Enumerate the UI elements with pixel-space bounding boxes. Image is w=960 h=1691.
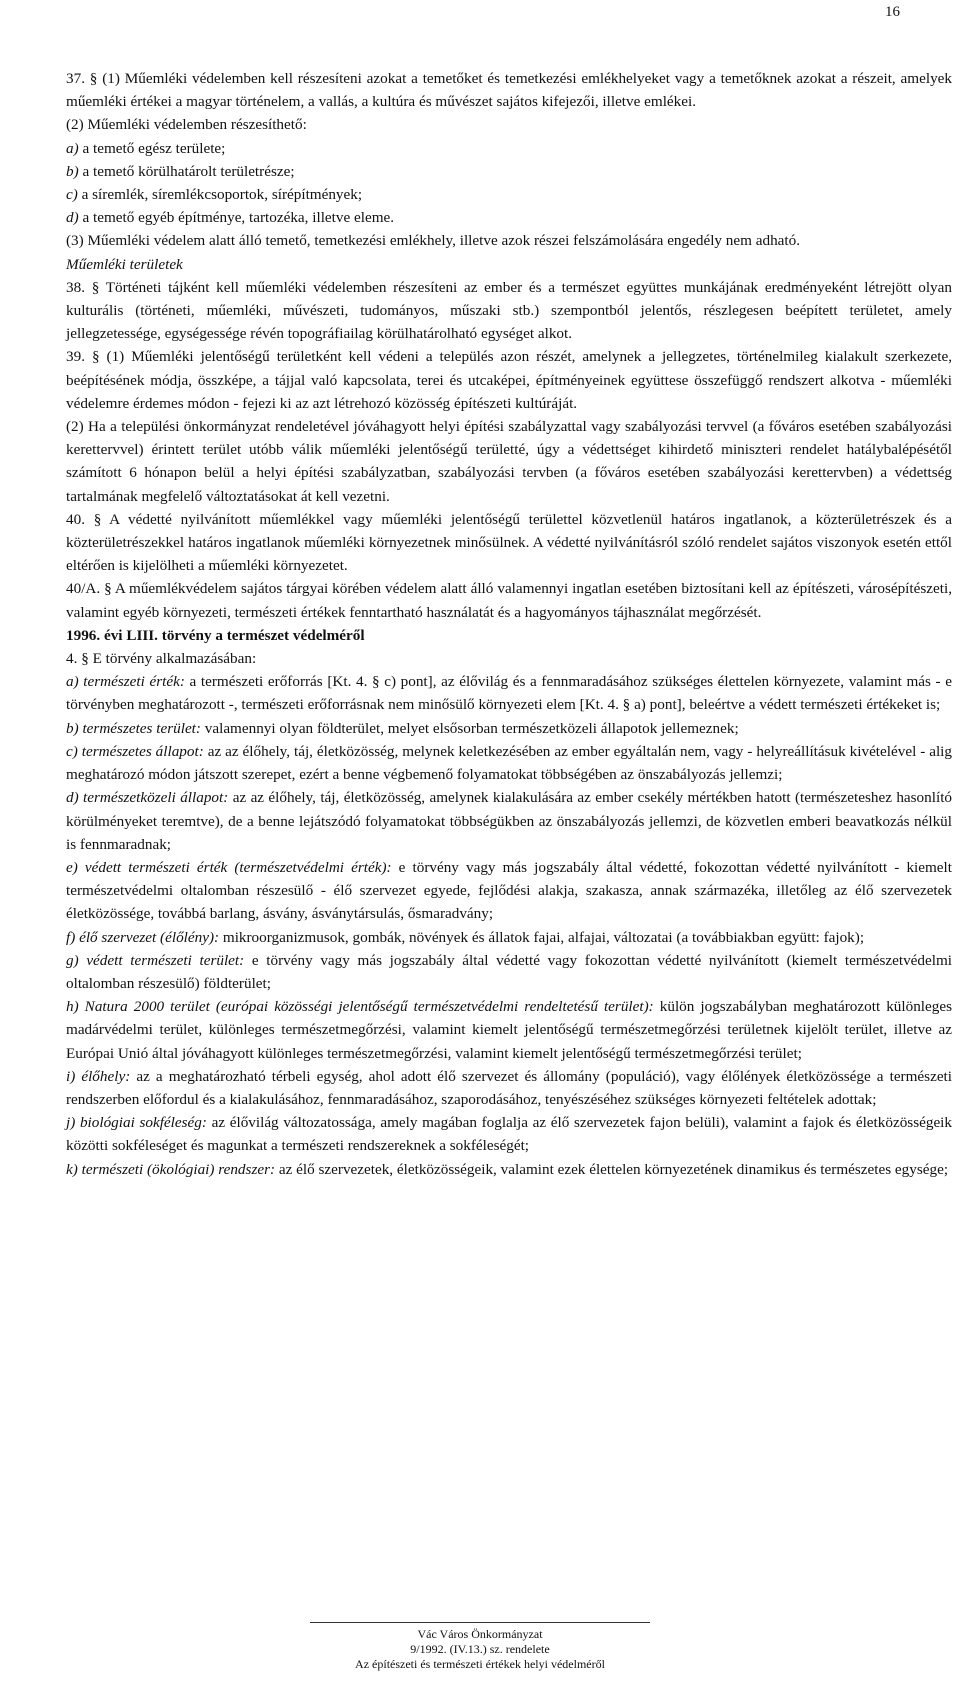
paragraph-text: a temető körülhatárolt területrésze; [78,162,295,180]
paragraph-text: 4. § E törvény alkalmazásában: [66,650,257,668]
footer-municipality: Vác Város Önkormányzat [417,1627,543,1641]
paragraph-text: az élő szervezetek, életközösségeik, valamint ezek élettelen környezetének dinamikus és természetes egysége; [275,1160,949,1178]
paragraph [66,949,952,995]
paragraph-text: mikroorganizmusok, gombák, növények és állatok fajai, alfajai, változatai (a továbbiakban együtt: fajok); [219,928,865,946]
paragraph [66,183,952,206]
paragraph-text: az a meghatározható térbeli egység, ahol adott élő szervezet és állomány (populáció), vagy élőlények életközössége a természeti rendszerben előfordul és a kialakulásához, fennmaradásához, szaporodásához, tenyészéséhez szükséges környezeti feltételek adottak; [66,1067,952,1108]
paragraph-text: e törvény vagy más jogszabály által védetté vagy fokozottan védetté nyilvánított (kiemelt természetvédelmi oltalomban részesülő) földterület; [66,951,952,992]
paragraph-italic-term: c) [66,186,78,204]
paragraph [66,856,952,926]
paragraph [66,137,952,160]
paragraph [66,508,952,578]
paragraph-italic-term: g) védett természeti terület: [66,951,245,969]
paragraph-text: e törvény vagy más jogszabály által védetté, fokozottan védetté nyilvánított - kiemelt természetvédelmi oltalomban részesülő - élő szervezet egyede, fejlődési alakja, szakasza, annak származéka, illetőleg az élő szervezetek életközössége, továbbá barlang, ásvány, ásványtársulás, ősmaradvány; [66,858,952,923]
paragraph [66,206,952,229]
paragraph-text: az az élőhely, táj, életközösség, melynek keletkezésében az ember egyáltalán nem, vagy - helyreállításuk kivételével - alig meghatározó módon játszott szerepet, ezért a benne végbemenő folyamatokat többségében az önszabályozás jellemzi; [66,742,952,784]
paragraph [66,1158,952,1181]
paragraph-italic-term: i) élőhely: [66,1067,131,1085]
paragraph-text: (3) Műemléki védelem alatt álló temető, temetkezési emlékhely, illetve azok részei felszámolására engedély nem adható. [66,232,801,250]
paragraph-text: 40/A. § A műemlékvédelem sajátos tárgyai körében védelem alatt álló valamennyi ingatlan esetében biztosítani kell az építészeti, városépítészeti, valamint egyéb környezeti, természeti értékek fenntartható használatát és a hagyományos tájhasználat megőrzését. [66,580,952,621]
paragraph [66,229,952,252]
paragraph-italic-term: h) Natura 2000 terület (európai közösségi jelentőségű természetvédelmi rendeltetésű terület): [66,998,654,1016]
paragraph-italic-term: a) [66,139,79,157]
paragraph [66,345,952,415]
paragraph [66,717,952,740]
paragraph-text: a természeti erőforrás [Kt. 4. § c) pont], az élővilág és a fennmaradásához szükséges élettelen környezete, valamint más - e törvényben meghatározott -, természeti erőforrásnak nem minősülő környezeti elem [Kt. 4. § a) pont], beleértve a védett természeti értékeket is; [66,673,952,714]
footer-regulation-title: Az építészeti és természeti értékek helyi védelméről [355,1657,605,1671]
paragraph [66,926,952,949]
paragraph-text: 37. § (1) Műemléki védelemben kell részesíteni azokat a temetőket és temetkezési emlékhelyeket vagy a temetőknek azokat a részeit, amelyek műemléki értékei a magyar történelem, a vallás, a kultúra és művészet sajátos kifejezői, illetve emlékei. [66,70,952,111]
paragraph [66,67,952,113]
paragraph-italic-term: k) természeti (ökológiai) rendszer: [66,1160,276,1178]
paragraph-text: 1996. évi LIII. törvény a természet védelméről [66,626,365,644]
paragraph-italic-term: d) természetközeli állapot: [66,789,229,807]
paragraph [66,160,952,183]
paragraph-text: külön jogszabályban meghatározott különleges madárvédelmi terület, különleges természetmegőrzési, valamint kiemelt jelentőségű természetmegőrzési területnek kijelölt terület, illetve az Európai Unió által jóváhagyott különleges természetmegőrzési, valamint kiemelt jelentőségű természetmegőrzési terület; [66,998,952,1062]
paragraph [66,415,952,508]
paragraph-text: a síremlék, síremlékcsoportok, sírépítmények; [77,186,363,204]
paragraph-text: 38. § Történeti tájként kell műemléki védelemben részesíteni az ember és a természet együttes munkájának eredményeként létrejött olyan kulturális (történeti, műemléki, művészeti, tudományos, műszaki stb.) szempontból jelentős, részlegesen beépített területet, amely jellegzetessége, egységessége révén topográfiailag körülhatárolható egységet alkot. [66,278,952,343]
page-footer [0,1622,960,1672]
paragraph-italic-term: b) [66,162,79,180]
paragraph-italic-term: j) biológiai sokféleség: [66,1114,207,1132]
paragraph [66,276,952,346]
paragraph-italic-term: Műemléki területek [66,255,183,273]
paragraph [66,647,952,670]
paragraph-italic-term: d) [66,209,79,227]
paragraph-italic-term: e) védett természeti érték (természetvédelmi érték): [66,858,392,876]
paragraph-text: 39. § (1) Műemléki jelentőségű területként kell védeni a település azon részét, amelynek a jellegzetes, történelmileg kialakult szerkezete, beépítésének módja, összképe, a tájjal való kapcsolata, terei és utcaképei, építményeinek együttese összefüggő rendszert alkotva - műemléki védelemre érdemes módon - fejezi ki az azt létrehozó közösség építészeti kultúráját. [66,348,952,412]
paragraph-text: 40. § A védetté nyilvánított műemlékkel vagy műemléki jelentőségű területtel közvetlenül határos ingatlanok, a közterületrészek és a közterületrészekkel határos ingatlanok műemléki környezetnek minősülnek. A védetté nyilvánításról szóló rendelet sajátos viszonyok esetén ettől eltérően is kijelölheti a műemléki környezetet. [66,510,952,575]
paragraph-italic-term: b) természetes terület: [66,719,201,737]
paragraph [66,670,952,716]
paragraph-text: az az élőhely, táj, életközösség, amelynek kialakulására az ember csekély mértékben hatott (természeteshez hasonlító körülményeket teremtve), de a benne lejátszódó folyamatokat többségükben az önszabályozás jellemzi, de közvetlen emberi beavatkozás nélkül is fennmaradnak; [66,789,953,853]
document-body [66,67,952,1181]
page-number: 16 [885,4,900,20]
paragraph [66,740,952,786]
paragraph [66,786,952,856]
paragraph-text: valamennyi olyan földterület, melyet elsősorban természetközeli állapotok jellemeznek; [200,719,739,737]
paragraph-text: (2) Ha a települési önkormányzat rendeletével jóváhagyott helyi építési szabályzattal vagy szabályozási tervvel (a főváros esetében szabályozási kerettervvel) érintett terület utóbb válik műemléki jelentőségű területté, úgy a védettséget kihirdető miniszteri rendelet hatálybalépésétől számított 6 hónapon belül a helyi építési szabályzatban, szabályozási tervben (a főváros esetében szabályozási kerettervben) a védettség tartalmának megfelelő változtatásokat át kell vezetni. [66,418,952,505]
footer-regulation-number: 9/1992. (IV.13.) sz. rendelete [410,1642,550,1656]
paragraph-text: (2) Műemléki védelemben részesíthető: [66,116,307,134]
paragraph-text: az élővilág változatossága, amely magában foglalja az élő szervezetek fajon belüli), valamint a fajok és életközösségeik közötti sokféleséget és magunkat a természeti rendszereknek a sokféleségét; [66,1114,953,1155]
paragraph-text: a temető egyéb építménye, tartozéka, illetve eleme. [78,209,395,227]
paragraph-italic-term: f) élő szervezet (élőlény): [66,928,220,946]
footer-divider [310,1622,650,1623]
paragraph [66,624,952,647]
paragraph [66,577,952,623]
paragraph [66,995,952,1065]
paragraph-italic-term: c) természetes állapot: [66,742,204,760]
paragraph [66,253,952,276]
paragraph [66,1065,952,1111]
paragraph-text: a temető egész területe; [78,139,226,157]
paragraph-italic-term: a) természeti érték: [66,673,185,691]
paragraph [66,1111,952,1157]
paragraph [66,113,952,136]
